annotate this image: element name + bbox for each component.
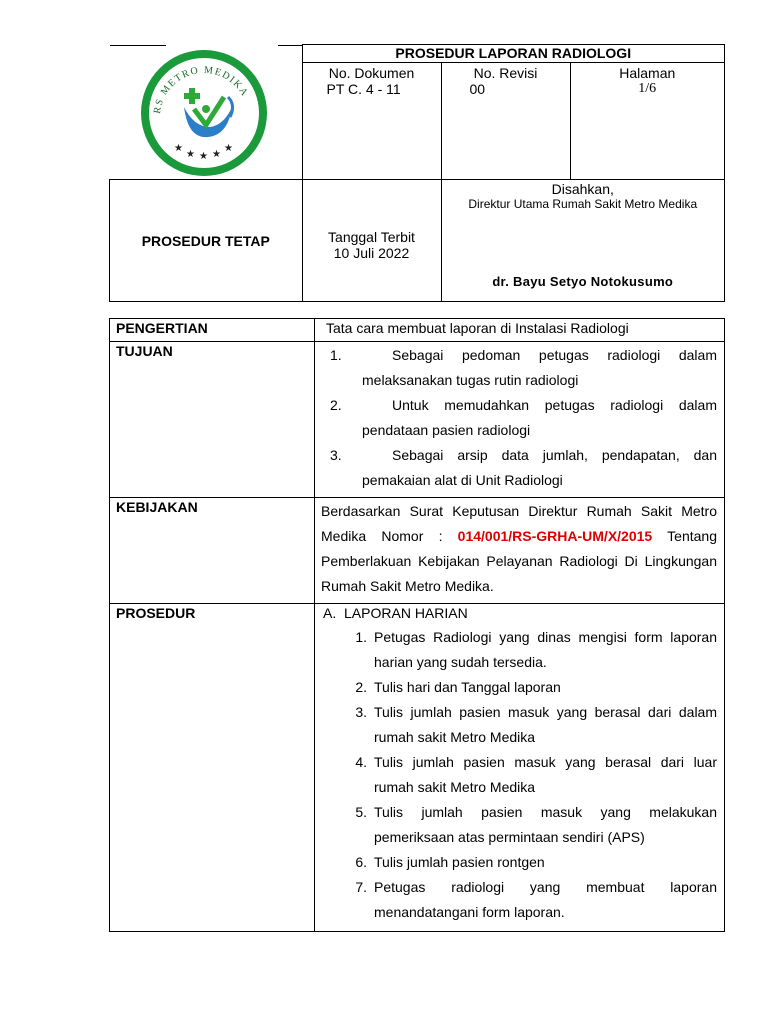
revision-cell	[442, 63, 571, 179]
item-text: Untuk memudahkan petugas radiologi dalam pendataan pasien radiologi	[362, 397, 717, 438]
logo-arc-text: RS METRO MEDIKA	[151, 64, 250, 114]
doc-number-cell	[303, 63, 442, 179]
item-number: 3.	[330, 447, 342, 463]
revision-value: 00	[469, 81, 486, 97]
svg-text:★: ★	[211, 148, 221, 160]
prosedur-item	[323, 750, 717, 800]
page-cell	[571, 63, 725, 179]
item-number: 1.	[355, 629, 367, 645]
prosedur-item	[323, 875, 717, 925]
tujuan-item	[326, 343, 717, 393]
label-prosedur: PROSEDUR	[110, 604, 315, 932]
logo-cell	[110, 45, 303, 180]
row-kebijakan	[110, 498, 725, 604]
hospital-logo	[132, 47, 276, 179]
item-text: Sebagai pedoman petugas radiologi dalam melaksanakan tugas rutin radiologi	[362, 347, 717, 388]
document-header	[109, 44, 725, 302]
item-number: 5.	[355, 804, 367, 820]
item-number: 1.	[330, 347, 342, 363]
item-number: 6.	[355, 854, 367, 870]
kebijakan-post: Tentang Pemberlakuan Kebijakan Pelayanan Radiologi Di Lingkungan Rumah Sakit Metro Medika.	[321, 528, 717, 594]
item-text: Tulis jumlah pasien masuk yang melakukan pemeriksaan atas permintaan sendiri (APS)	[374, 804, 717, 845]
item-text: Tulis hari dan Tanggal laporan	[374, 679, 561, 695]
title-block	[302, 45, 725, 180]
document-title: PROSEDUR LAPORAN RADIOLOGI	[303, 45, 725, 63]
item-number: 3.	[355, 704, 367, 720]
revision-label: No. Revisi	[473, 65, 538, 81]
subsection-title	[323, 605, 717, 621]
approver-title: Direktur Utama Rumah Sakit Metro Medika	[468, 197, 698, 211]
doc-number-value: PT C. 4 - 11	[326, 81, 401, 97]
page-value: 1/6	[638, 81, 657, 96]
text-tujuan	[315, 342, 725, 498]
prosedur-item	[323, 625, 717, 675]
item-number: 4.	[355, 754, 367, 770]
item-number: 7.	[355, 879, 367, 895]
row-pengertian	[110, 319, 725, 342]
text-prosedur	[315, 604, 725, 932]
prosedur-item	[323, 800, 717, 850]
item-text: Petugas Radiologi yang dinas mengisi form laporan harian yang sudah tersedia.	[374, 629, 717, 670]
issue-date-cell	[302, 180, 441, 302]
label-pengertian: PENGERTIAN	[110, 319, 315, 342]
decree-number: 014/001/RS-GRHA-UM/X/2015	[457, 528, 653, 544]
tujuan-item	[326, 393, 717, 443]
approver-name: dr. Bayu Setyo Notokusumo	[492, 274, 674, 289]
label-kebijakan: KEBIJAKAN	[110, 498, 315, 604]
subsection-letter: A.	[323, 605, 337, 621]
svg-text:★: ★	[173, 142, 183, 154]
kebijakan-pre: Berdasarkan Surat Keputusan Direktur Rumah Sakit Metro Medika Nomor :	[321, 503, 717, 544]
row-tujuan	[110, 342, 725, 498]
approved-label: Disahkan,	[551, 181, 614, 197]
subsection-text: LAPORAN HARIAN	[344, 605, 468, 621]
item-text: Sebagai arsip data jumlah, pendapatan, dan pemakaian alat di Unit Radiologi	[362, 447, 717, 488]
item-text: Petugas radiologi yang membuat laporan menandatangani form laporan.	[374, 879, 717, 920]
svg-text:★: ★	[223, 142, 233, 154]
issue-date-label: Tanggal Terbit	[328, 228, 415, 245]
item-text: Tulis jumlah pasien rontgen	[374, 854, 545, 870]
doc-number-label: No. Dokumen	[328, 65, 415, 81]
item-text: Tulis jumlah pasien masuk yang berasal dari dalam rumah sakit Metro Medika	[374, 704, 717, 745]
issue-date-value: 10 Juli 2022	[333, 244, 410, 261]
label-tujuan: TUJUAN	[110, 342, 315, 498]
item-number: 2.	[355, 679, 367, 695]
item-text: Tulis jumlah pasien masuk yang berasal dari luar rumah sakit Metro Medika	[374, 754, 717, 795]
item-number: 2.	[330, 397, 342, 413]
text-pengertian: Tata cara membuat laporan di Instalasi Radiologi	[315, 319, 725, 342]
page-label: Halaman	[619, 65, 676, 81]
approval-cell	[441, 180, 725, 302]
svg-text:★: ★	[198, 150, 208, 162]
svg-text:★: ★	[185, 148, 195, 160]
prosedur-item	[323, 700, 717, 750]
procedure-type: PROSEDUR TETAP	[110, 180, 303, 302]
prosedur-item	[323, 850, 717, 875]
row-prosedur	[110, 604, 725, 932]
procedure-table	[109, 318, 725, 932]
tujuan-item	[326, 443, 717, 493]
text-kebijakan	[315, 498, 725, 604]
prosedur-item	[323, 675, 717, 700]
